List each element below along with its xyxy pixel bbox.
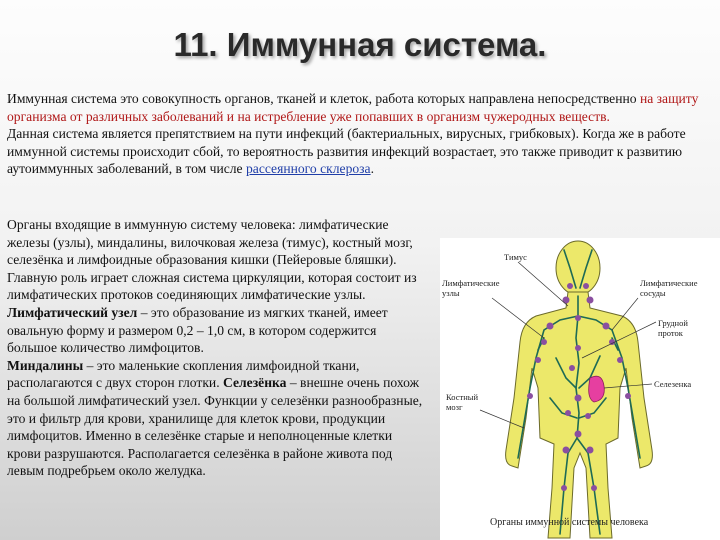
intro-p1-text: Иммунная система это совокупность органов, тканей и клеток, работа которых направлена непосредственно	[7, 91, 640, 106]
tonsil-spleen-paragraph	[7, 357, 427, 480]
intro-p2-end: .	[370, 161, 374, 177]
intro-paragraph-1	[7, 90, 713, 125]
lymph-node-paragraph	[7, 304, 427, 357]
thymus-label: Тимус	[504, 252, 527, 262]
immune-system-figure	[440, 238, 720, 540]
tonsil-term: Миндалины	[7, 357, 84, 373]
lymph-vessels-label: Лимфатические сосуды	[640, 278, 698, 298]
bone-marrow-label: Костный мозг	[446, 392, 479, 412]
spleen-term: Селезёнка	[223, 375, 287, 391]
slide-title: 11. Иммунная система.	[173, 26, 547, 63]
spleen-organ	[589, 376, 605, 402]
spleen-label: Селезенка	[654, 379, 692, 389]
body-silhouette	[506, 241, 653, 538]
lymph-node-term: Лимфатический узел	[7, 304, 138, 320]
intro-paragraph-2	[7, 125, 713, 178]
organs-text	[7, 216, 427, 480]
thoracic-duct-label: Грудной проток	[658, 318, 688, 338]
lymph-node-definition: – это образование из мягких тканей, имеет овальную форму и размером 0,2 – 1,0 см, в котором содержится большое количество лимфоцитов.	[7, 304, 388, 356]
intro-p1-highlight: на защиту организма от различных заболеваний и на истребление уже попавших в организм чужеродных веществ.	[7, 91, 699, 124]
intro-p2-text: Данная система является препятствием на пути инфекций (бактериальных, вирусных, грибковых). Когда же в работе иммунной системы происходит сбой, то вероятность развития инфекций возрастает, это также приводит к развитию аутоиммунных заболеваний, в том числе	[7, 126, 686, 177]
intro-text	[7, 90, 713, 178]
figure-caption: Органы иммунной системы человека	[490, 517, 649, 528]
lymph-nodes-label: Лимфатические узлы	[442, 278, 500, 298]
tonsil-definition: – это маленькие скопления лимфоидной ткани, располагаются с двух сторон глотки.	[7, 357, 360, 391]
spleen-definition: – внешне очень похож на большой лимфатический узел. Функции у селезёнки разнообразные, это и фильтр для крови, хранилище для клеток крови, продукции лимфоцитов. Именно в селезёнке старые и неполноценные клетки крови разрушаются. Располагается селезёнка в районе живота под левым подребрьем около желудка.	[7, 375, 423, 479]
multiple-sclerosis-link[interactable]: рассеянного склероза	[245, 161, 371, 177]
organs-paragraph: Органы входящие в иммунную систему человека: лимфатические железы (узлы), миндалины, вилочковая железа (тимус), костный мозг, селезёнка и лимфоидные образования кишки (Пейеровые бляшки). Главную роль играет сложная система циркуляции, которая состоит из лимфатических протоков соединяющих лимфатические узлы.	[7, 217, 417, 303]
